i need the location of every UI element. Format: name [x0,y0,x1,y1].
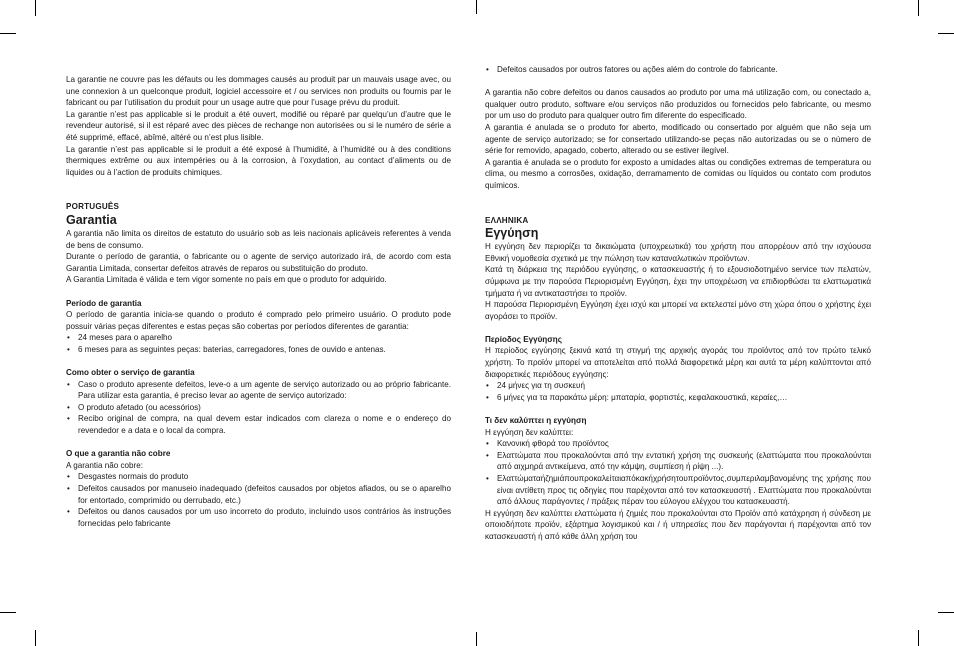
pt-paragraph: A garantia não cobre defeitos ou danos causados ao produto por uma má utilização com, ou conectado a, qualquer outro produto, software e/ou serviços não produzidos ou fornecidos pelo fabricante, ou mesmo por um uso do produto para qualquer outro fim diferente do especificado. [485,88,871,121]
list-item: • 24 μήνες για τη συσκευή [485,380,871,392]
list-item: • Ελαττώματα που προκαλούνται από την εντατική χρήση της συσκευής (ελαττώματα που προκαλούνται από αιχμηρά αντικείμενα, από την κάμψη, συμπίεση ή ρίψη ...). [485,450,871,473]
list-item: • Desgastes normais do produto [66,471,451,483]
service-list [66,379,451,437]
right-column [485,64,871,543]
list-item: • 6 meses para as seguintes peças: baterias, carregadores, fones de ouvido e antenas. [66,344,451,356]
crop-mark [918,630,919,646]
list-item: • 24 meses para o aparelho [66,332,451,344]
list-item: • Κανονική φθορά του προϊόντος [485,438,871,450]
list-item: • O produto afetado (ou acessórios) [66,402,451,414]
pt-intro-paragraph: A Garantia Limitada é válida e tem vigor somente no país em que o produto for adquirido. [66,275,387,285]
el-intro-paragraph: Η παρούσα Περιορισμένη Εγγύηση έχει ισχύ και μπορεί να εκτελεστεί μόνο στη χώρα όπου ο χρήστης έχει αγοράσει το προϊόν. [485,300,871,321]
list-item: • Defeitos causados por manuseio inadequado (defeitos causados por objetos afiados, ou se o aparelho for entortado, comprimido ou derrubado, etc.) [66,483,451,506]
not-covered-list [66,471,451,529]
fr-paragraph: La garantie n’est pas applicable si le produit a été exposé à l’humidité, à l’humidité ou à des conditions thermiques extrême ou aux intempéries ou à la corrosion, à l’oxydation, au contact d’aliments ou de liquides ou à l’action de produits chimiques. [66,144,451,177]
section-title-garantia: Garantia [66,212,117,227]
period-list [66,332,451,355]
section-label-greek: ΕΛΛΗΝΙΚΑ [485,215,529,225]
subheading-not-covered: Τι δεν καλύπτει η εγγύηση [485,416,587,426]
crop-mark [476,632,477,646]
crop-mark [0,33,16,34]
subheading-service: Como obter o serviço de garantia [66,368,195,378]
crop-mark [938,33,954,34]
not-covered-list [485,438,871,508]
pt-intro-paragraph: A garantia não limita os direitos de estatuto do usuário sob as leis nacionais aplicáveis referentes à venda de bens de consumo. [66,228,451,250]
crop-mark [918,0,919,16]
el-intro-paragraph: Κατά τη διάρκεια της περιόδου εγγύησης, ο κατασκευαστής ή το εξουσιοδοτημένο service των πελατών, σύμφωνα με την παρούσα Περιορισμένη Εγγύηση, έχει την υποχρέωση να επιδιορθώσει τα ελαττωματικά τμήματα ή να αντικαταστήσει το προϊόν. [485,265,871,298]
crop-mark [938,612,954,613]
subheading-not-covered: O que a garantia não cobre [66,449,171,459]
period-text: Η περίοδος εγγύησης ξεκινά κατά τη στιγμή της αρχικής αγοράς του προϊόντος από τον πρώτο τελικό χρήστη. Το προϊόν μπορεί να αποτελείται από πολλά διαφορετικά μέρη και αυτά τα μέρη καλύπτονται από διαφορετικές περιόδους εγγύησης: [485,346,871,379]
subheading-period: Περίοδος Εγγύησης [485,334,562,344]
crop-mark [35,630,36,646]
list-item: • Defeitos ou danos causados por um uso incorreto do produto, incluindo usos contrários às instruções fornecidas pelo fabricante [66,506,451,529]
subheading-period: Período de garantia [66,298,142,308]
list-item: • Defeitos causados por outros fatores ou ações além do controle do fabricante. [485,64,871,76]
period-text: O período de garantia inicia-se quando o produto é comprado pelo primeiro usuário. O produto pode possuir várias peças diferentes e estas peças são cobertas por períodos diferentes de garantia: [66,310,451,331]
list-item: • Ελαττώματαήζημιάπουπροκαλείταιαπόκακήχρήσητουπροϊόντος,συμπεριλαμβανομένης της χρήσης που είναι αντίθετη προς τις οδηγίες που παρέχονται από τον κατασκευαστή . Ελαττώματα που προκαλούνται από άλλους παράγοντες / πράξεις πέραν του εύλογου ελέγχου του κατασκευαστή. [485,473,871,508]
crop-mark [0,612,16,613]
not-covered-intro: Η εγγύηση δεν καλύπτει: [485,427,574,437]
pt-intro-paragraph: Durante o período de garantia, o fabricante ou o agente de serviço autorizado irá, de acordo com esta Garantia Limitada, consertar defeitos através de reparos ou substituição do produto. [66,252,451,273]
period-list [485,380,871,403]
left-column [66,74,451,529]
list-item: • Recibo original de compra, na qual devem estar indicados com clareza o nome e o endereço do revendedor e a data e o local da compra. [66,413,451,436]
fr-paragraph: La garantie ne couvre pas les défauts ou les dommages causés au produit par un mauvais usage avec, ou une connexion à un quelconque produit, logiciel accessoire et / ou services non produits ou fournis par le fabricant ou par l’utilisation du produit pour un usage autre que pour l’usage prévu du produit. [66,75,451,108]
pt-paragraph: A garantia é anulada se o produto for aberto, modificado ou consertado por alguém que não seja um agente de serviço autorizado; se for consertado utilizando-se peças não autorizadas ou se o número de série for removido, apagado, coberto, alterado ou se estiver ilegível. [485,122,871,156]
list-item: • Caso o produto apresente defeitos, leve-o a um agente de serviço autorizado ou ao próprio fabricante. Para utilizar esta garantia, é preciso levar ao agente de serviço autorizado: [66,379,451,402]
crop-mark [35,0,36,16]
pt-paragraph: A garantia é anulada se o produto for exposto a umidades altas ou condições extremas de temperatura ou clima, ou mesmo a corrosões, oxidação, derramamento de comidas ou líquidos ou contato com produtos químicos. [485,157,871,190]
crop-mark [476,0,477,14]
pt-continued-list [485,64,871,76]
el-intro-paragraph: Η εγγύηση δεν περιορίζει τα δικαιώματα (υποχρεωτικά) του χρήστη που απορρέουν από την ισχύουσα Εθνική νομοθεσία σχετικά με την πώληση των καταναλωτικών προϊόντων. [485,242,871,263]
section-label-portuguese: PORTUGUÊS [66,202,120,212]
list-item: • 6 μήνες για τα παρακάτω μέρη: μπαταρία, φορτιστές, κεφαλακουστικά, κεραίες,… [485,392,871,404]
not-covered-intro: A garantia não cobre: [66,460,143,470]
section-title-eggyisi: Εγγύηση [485,226,539,241]
closing-paragraph: Η εγγύηση δεν καλύπτει ελαττώματα ή ζημιές που προκαλούνται στο Προϊόν από κατάχρηση ή σύνδεση με οποιοδήποτε προϊόν, εξάρτημα λογισμικού και / ή υπηρεσίες που δεν παράγονται ή παρέχονται από τον κατασκευαστή ή από κάθε άλλη χρήση του [485,508,871,541]
fr-paragraph: La garantie n’est pas applicable si le produit a été ouvert, modifié ou réparé par quelqu’un d’autre que le revendeur autorisé, si il est réparé avec des pièces de rechange non autorisées ou si le numéro de série a été supprimé, effacé, abîmé, altéré ou n’est plus lisible. [66,109,451,142]
